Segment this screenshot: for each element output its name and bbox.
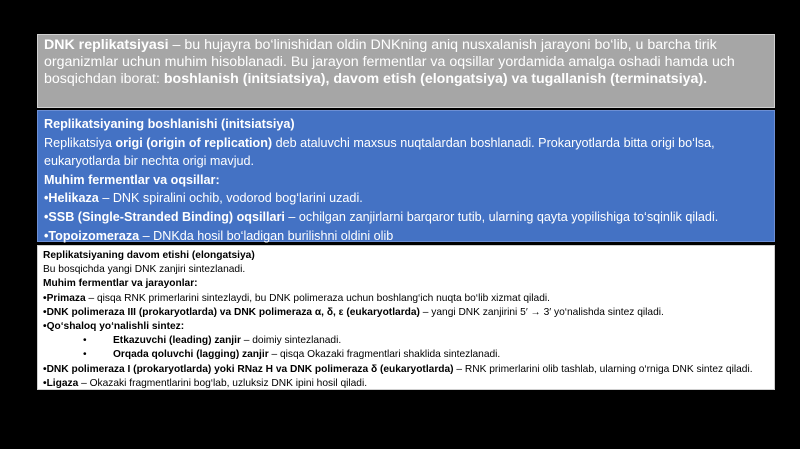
bullet: • [83, 349, 87, 361]
initiation-subheading [44, 171, 768, 190]
item-desc: – DNK spiralini ochib, vodorod bog‘larini uzadi. [98, 191, 363, 206]
intro-text: – bu hujayra bo‘linishidan oldin DNKning aniq nusxalanish jarayoni bo‘lib, u barcha tirik organizmlar uchun muhim hisoblanadi. Bu jarayon fermentlar va oqsillar yordamida amalga oshadi hamda uch bosqichdan iborat: [44, 37, 735, 87]
item-term: •SSB (Single-Stranded Binding) oqsillari [44, 209, 285, 224]
intro-term: DNK replikatsiyasi [44, 37, 169, 53]
initiation-p1-b: origi (origin of replication) [115, 135, 273, 150]
list-item [44, 189, 768, 208]
initiation-subheading-text: Muhim fermentlar va oqsillar: [44, 172, 220, 187]
item-term: •Primaza [43, 292, 86, 304]
list-item [44, 227, 768, 246]
initiation-p1-line2: eukaryotlarda bir nechta origi mavjud. [44, 154, 255, 169]
item-desc: – DNKda hosil bo‘ladigan burilishni oldini olib [139, 228, 394, 243]
initiation-heading-text: Replikatsiyaning boshlanishi (initsiatsiya) [44, 117, 295, 131]
item-term: •Ligaza [43, 377, 79, 389]
elongation-heading [43, 249, 769, 263]
list-item [43, 363, 769, 377]
intro-stages: boshlanish (initsiatsiya), davom etish (elongatsiya) va tugallanish (terminatsiya) [163, 71, 704, 87]
intro-end: . [703, 71, 708, 87]
elongation-box [37, 245, 775, 390]
intro-box [37, 34, 775, 108]
intro-paragraph [44, 37, 768, 88]
list-item [43, 292, 769, 306]
initiation-p1-a: Replikatsiya [44, 135, 116, 150]
initiation-box [37, 110, 775, 242]
sub-list-item [43, 334, 769, 348]
item-desc: – qisqa Okazaki fragmentlari shaklida sintezlanadi. [268, 349, 501, 361]
item-term: •DNK polimeraza I (prokaryotlarda) yoki RNaz H va DNK polimeraza δ (eukaryotlarda) [43, 363, 454, 375]
list-item [43, 306, 769, 320]
elongation-heading-text: Replikatsiyaning davom etishi (elongatsiya) [43, 250, 255, 261]
initiation-p1-c: deb ataluvchi maxsus nuqtalardan boshlanadi. Prokaryotlarda bitta origi bo‘lsa, [272, 135, 715, 150]
item-desc: – qisqa RNK primerlarini sintezlaydi, bu DNK polimeraza uchun boshlang‘ich nuqta bo‘lib xizmat qiladi. [85, 292, 550, 304]
initiation-heading [44, 115, 768, 134]
item-desc: – ochilgan zanjirlarni barqaror tutib, ularning qayta yopilishiga to‘sqinlik qiladi. [284, 209, 719, 224]
item-desc: – yangi DNK zanjirini 5′ → 3′ yo‘nalishda sintez qiladi. [419, 306, 664, 318]
item-desc: – Okazaki fragmentlarini bog‘lab, uzluksiz DNK ipini hosil qiladi. [78, 377, 368, 389]
item-term: •DNK polimeraza III (prokaryotlarda) va DNK polimeraza α, δ, ε (eukaryotlarda) [43, 306, 420, 318]
item-term: •Qo‘shaloq yo‘nalishli sintez: [43, 321, 185, 333]
item-term: •Helikaza [44, 191, 99, 206]
bullet: • [83, 335, 87, 347]
list-item [44, 208, 768, 227]
item-desc: – RNK primerlarini olib tashlab, ularning o‘rniga DNK sintez qiladi. [453, 363, 753, 375]
elongation-p1: Bu bosqichda yangi DNK zanjiri sintezlanadi. [43, 264, 246, 276]
initiation-p1-line1 [44, 134, 768, 153]
item-desc: – doimiy sintezlanadi. [240, 335, 342, 347]
item-term: Orqada qoluvchi (lagging) zanjir [113, 349, 269, 361]
item-term: Etkazuvchi (leading) zanjir [113, 335, 241, 347]
list-item [43, 320, 769, 334]
item-term: •Topoizomeraza [44, 228, 140, 243]
sub-list-item [43, 348, 769, 362]
elongation-subheading [43, 277, 769, 291]
list-item [43, 377, 769, 391]
elongation-subheading-text: Muhim fermentlar va jarayonlar: [43, 278, 198, 290]
